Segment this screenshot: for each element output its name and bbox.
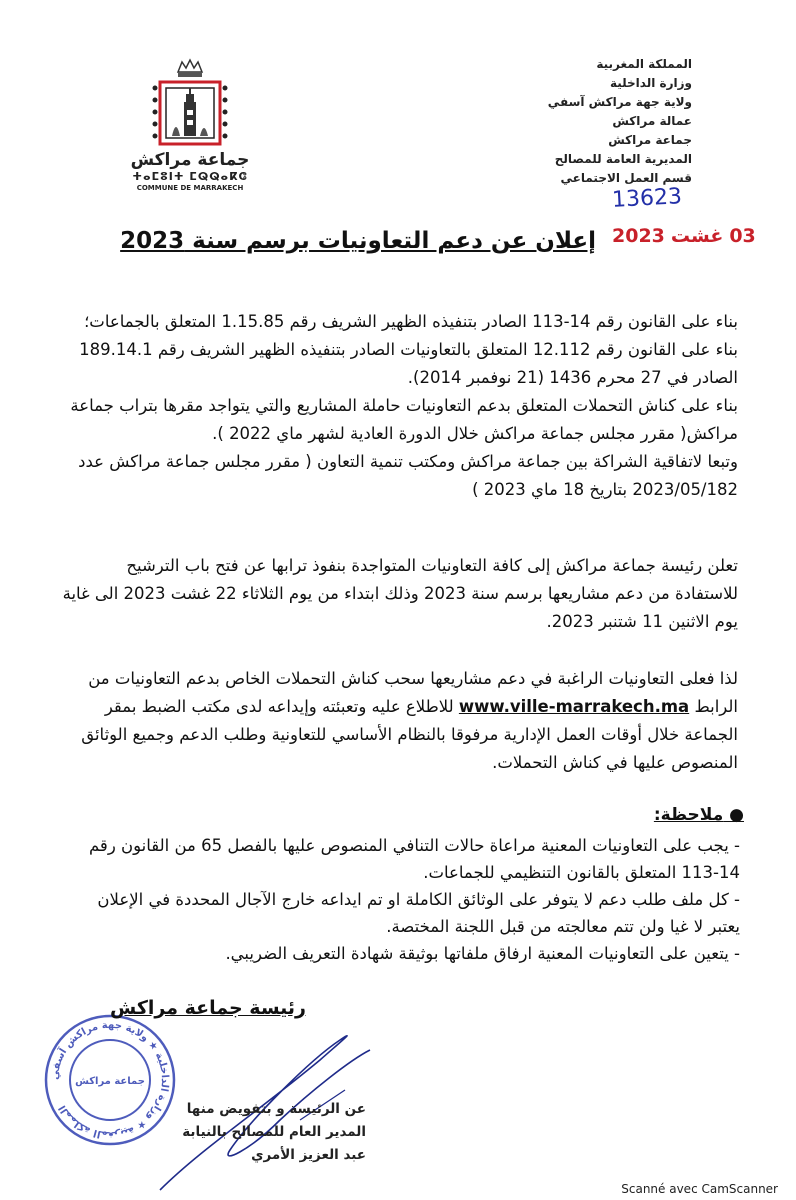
preamble-item: بناء على القانون رقم 14-113 الصادر بتنفيذه الظهير الشريف رقم 1.15.85 المتعلق بالجماعات؛ xyxy=(84,312,738,331)
date-month: غشت xyxy=(670,225,724,247)
header-line: ولاية جهة مراكش آسفي xyxy=(547,95,692,109)
header-line: المديرية العامة للمصالح xyxy=(554,152,692,166)
marrakech-logo-icon xyxy=(150,58,230,148)
note-text: يتعين على التعاونيات المعنية ارفاق ملفاتها بوثيقة شهادة التعريف الضريبي. xyxy=(225,944,729,963)
signature-line: المدير العام للمصالح بالنيابة xyxy=(182,1124,366,1140)
notes-heading-label: ملاحظة: xyxy=(653,805,724,825)
preamble xyxy=(62,308,738,504)
signature-line: عبد العزيز الأمري xyxy=(251,1147,366,1163)
scanner-watermark: Scanné avec CamScanner xyxy=(621,1182,778,1196)
instructions-paragraph xyxy=(62,665,738,777)
stamp-center-text: جماعة مراكش xyxy=(75,1076,145,1087)
header-line: عمالة مراكش xyxy=(612,114,692,128)
notes-list xyxy=(62,832,740,967)
date-day: 03 xyxy=(729,225,756,247)
logo-name-tifinagh: ⵜⴰⵎⵓⵏⵜ ⵎⵕⵕⴰⴽⵛ xyxy=(132,170,248,183)
note-text: كل ملف طلب دعم لا يتوفر على الوثائق الكاملة او تم ايداعه خارج الآجال المحددة في الإعلان يعتبر لا غيا ولن تتم معالجته من قبل اللجنة المختصة. xyxy=(97,890,740,936)
note-item: - كل ملف طلب دعم لا يتوفر على الوثائق الكاملة او تم ايداعه خارج الآجال المحددة في الإعلان يعتبر لا غيا ولن تتم معالجته من قبل اللجنة المختصة. xyxy=(97,890,740,936)
signature-line: عن الرئيسة و بتفويض منها xyxy=(186,1101,366,1117)
logo-name-french: COMMUNE DE MARRAKECH xyxy=(136,184,244,192)
logo-name-arabic: جماعة مراكش xyxy=(130,150,250,170)
header-line: وزارة الداخلية xyxy=(609,76,692,90)
website-link[interactable]: www.ville-marrakech.ma xyxy=(458,697,690,716)
note-item: - يجب على التعاونيات المعنية مراعاة حالات التنافي المنصوص عليها بالفصل 65 من القانون رقم 14-113 المتعلق بالقانون التنظيمي للجماعات. xyxy=(88,836,740,882)
signatory-title: رئيسة جماعة مراكش xyxy=(110,997,306,1019)
instructions-text-after: للاطلاع عليه وتعبئته وإيداعه لدى مكتب الضبط بمقر الجماعة خلال أوقات العمل الإدارية مرفوقا بالنظام الأساسي للتعاونية وطلب الدعم وجميع الوثائق المنصوص عليها في كناش التحملات. xyxy=(81,697,738,772)
preamble-item: بناء على كناش التحملات المتعلق بدعم التعاونيات حاملة المشاريع والتي يتواجد مقرها بتراب جماعة مراكش( مقرر مجلس جماعة مراكش خلال الدورة العادية لشهر ماي 2022 ). xyxy=(70,396,738,443)
stamp-ring-text: المملكة المغربية ★ وزارة الداخلية ★ ولاية جهة مراكش آسفي xyxy=(49,1019,171,1141)
preamble-item: بناء على القانون رقم 12.112 المتعلق بالتعاونيات الصادر بتنفيذه الظهير الشريف رقم 189.14.1 الصادر في 27 محرم 1436 (21 نوفمبر 2014). xyxy=(79,340,738,387)
registration-number: 13623 xyxy=(611,184,683,213)
notes-heading: ● ملاحظة: xyxy=(653,805,744,825)
administrative-header xyxy=(492,55,692,188)
date-stamp xyxy=(606,225,756,247)
header-line: قسم العمل الاجتماعي xyxy=(560,171,692,185)
header-line: المملكة المغربية xyxy=(596,57,692,71)
document-title: إعلان عن دعم التعاونيات برسم سنة 2023 xyxy=(120,228,596,254)
instructions-text-before: لذا فعلى التعاونيات الراغبة في دعم مشاريعها سحب كناش التحملات الخاص بدعم التعاونيات من الرابط xyxy=(88,669,738,716)
date-year: 2023 xyxy=(612,225,665,247)
announcement-text: تعلن رئيسة جماعة مراكش إلى كافة التعاونيات المتواجدة بنفوذ ترابها عن فتح باب الترشيح للاستفادة من دعم مشاريعها برسم سنة 2023 وذلك ابتداء من يوم الثلاثاء 22 غشت 2023 الى غاية يوم الاثنين 11 شتنبر 2023. xyxy=(62,556,738,631)
preamble-item: وتبعا لاتفاقية الشراكة بين جماعة مراكش ومكتب تنمية التعاون ( مقرر مجلس جماعة مراكش عدد 2023/05/182 بتاريخ 18 ماي 2023 ) xyxy=(78,452,738,499)
note-item: - يتعين على التعاونيات المعنية ارفاق ملفاتها بوثيقة شهادة التعريف الضريبي. xyxy=(225,944,740,963)
header-line: جماعة مراكش xyxy=(608,133,692,147)
announcement-paragraph xyxy=(62,552,738,636)
signature-block xyxy=(182,1098,366,1167)
note-text: يجب على التعاونيات المعنية مراعاة حالات التنافي المنصوص عليها بالفصل 65 من القانون رقم 14-113 المتعلق بالقانون التنظيمي للجماعات. xyxy=(88,836,740,882)
